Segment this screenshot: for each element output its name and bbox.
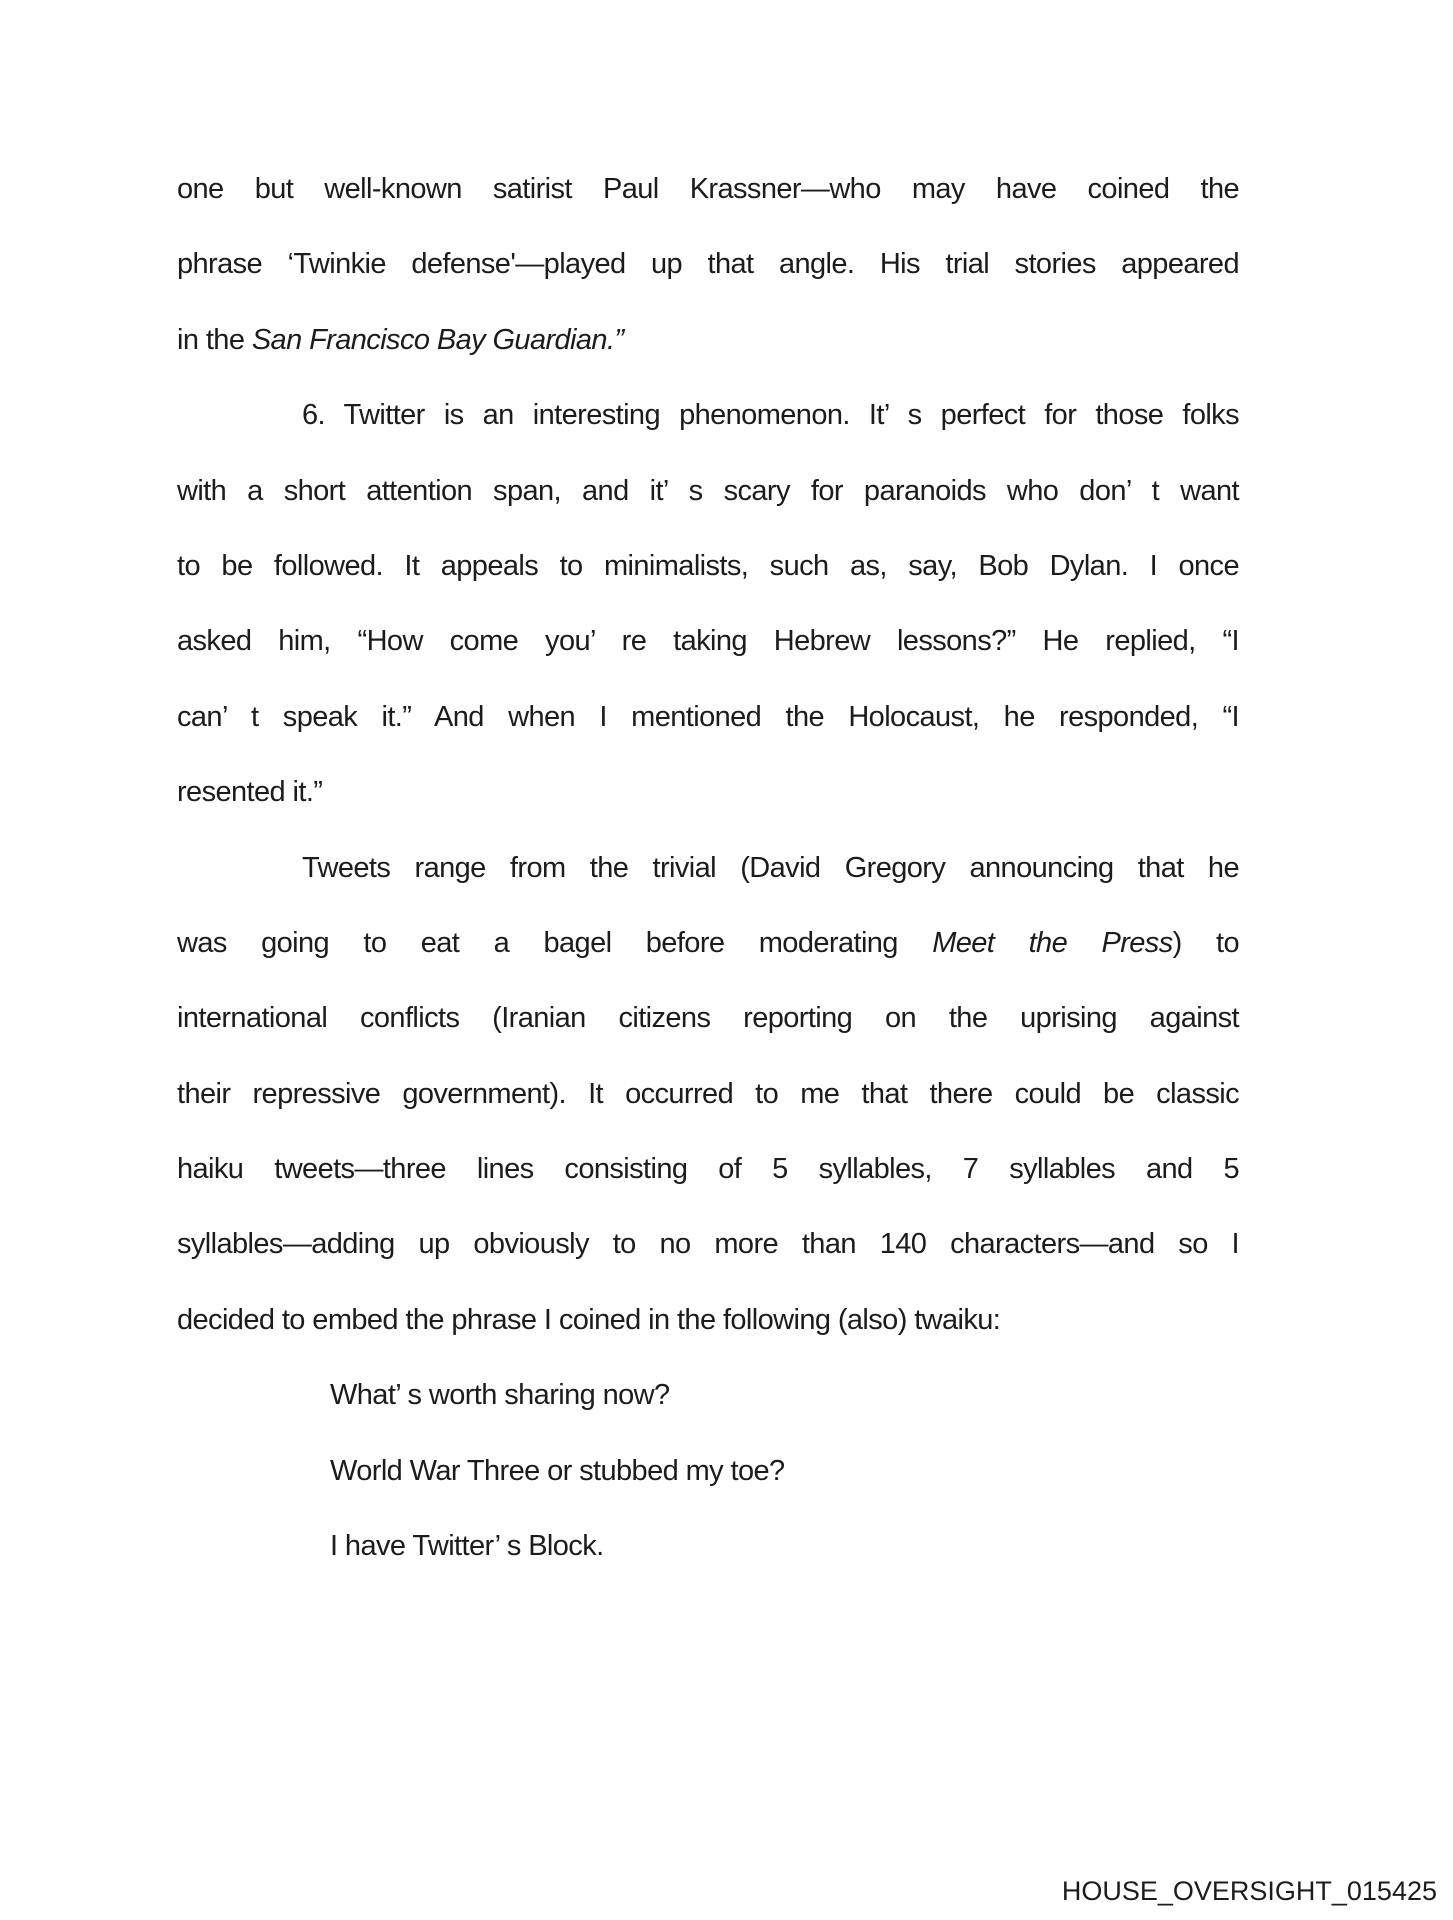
- para1-line2: [177, 227, 1239, 302]
- para3-line4-text: their repressive government). It occurred to me that there could be classic: [177, 1077, 1239, 1110]
- para2-line2-text: with a short attention span, and it’ s scary for paranoids who don’ t want: [177, 474, 1239, 507]
- twaiku-line3-text: I have Twitter’ s Block.: [330, 1530, 604, 1563]
- para3-line1: [177, 831, 1239, 906]
- para3-line6: [177, 1207, 1239, 1282]
- para1-line3: [177, 303, 1239, 378]
- para3-line1-text: Tweets range from the trivial (David Gregory announcing that he: [302, 851, 1239, 884]
- para2-line1: [177, 378, 1239, 453]
- para3-line6-text: syllables—adding up obviously to no more than 140 characters—and so I: [177, 1228, 1239, 1261]
- para2-line6: [177, 755, 1239, 830]
- para3-line3-text: international conflicts (Iranian citizens reporting on the uprising against: [177, 1002, 1239, 1035]
- para2-line1-text: 6. Twitter is an interesting phenomenon. It’ s perfect for those folks: [302, 399, 1239, 432]
- twaiku-line3: [177, 1509, 1239, 1584]
- para2-line5: [177, 680, 1239, 755]
- para1-line1: [177, 152, 1239, 227]
- para3-line2-post: ) to: [1172, 926, 1239, 959]
- para2-line6-text: resented it.”: [177, 776, 323, 809]
- para3-line7-text: decided to embed the phrase I coined in the following (also) twaiku:: [177, 1303, 1001, 1336]
- para2-line5-text: can’ t speak it.” And when I mentioned the Holocaust, he responded, “I: [177, 700, 1239, 733]
- para3-line4: [177, 1057, 1239, 1132]
- para2-line2: [177, 454, 1239, 529]
- para2-line3: [177, 529, 1239, 604]
- para2-line4: [177, 604, 1239, 679]
- twaiku-line2: [177, 1434, 1239, 1509]
- twaiku-line1: [177, 1358, 1239, 1433]
- para2-line3-text: to be followed. It appeals to minimalists, such as, say, Bob Dylan. I once: [177, 549, 1239, 582]
- twaiku-line2-text: World War Three or stubbed my toe?: [330, 1454, 785, 1487]
- para3-line5-text: haiku tweets—three lines consisting of 5 syllables, 7 syllables and 5: [177, 1153, 1239, 1186]
- para3-line2-italic-title: Meet the Press: [932, 926, 1173, 959]
- para3-line7: [177, 1283, 1239, 1358]
- para3-line3: [177, 981, 1239, 1056]
- bates-number: HOUSE_OVERSIGHT_015425: [1061, 1876, 1437, 1906]
- document-text-block: [177, 152, 1239, 1584]
- twaiku-line1-text: What’ s worth sharing now?: [330, 1379, 670, 1412]
- para2-line4-text: asked him, “How come you’ re taking Hebrew lessons?” He replied, “I: [177, 625, 1239, 658]
- para1-line1-text: one but well-known satirist Paul Krassner—who may have coined the: [177, 173, 1239, 205]
- para3-line2: [177, 906, 1239, 981]
- para1-line3-italic-title: San Francisco Bay Guardian.”: [251, 323, 624, 356]
- para1-line3-text: in the: [177, 323, 252, 356]
- para3-line2-pre: was going to eat a bagel before moderating: [177, 926, 933, 959]
- para3-line5: [177, 1132, 1239, 1207]
- para1-line2-text: phrase ‘Twinkie defense'—played up that angle. His trial stories appeared: [177, 248, 1239, 281]
